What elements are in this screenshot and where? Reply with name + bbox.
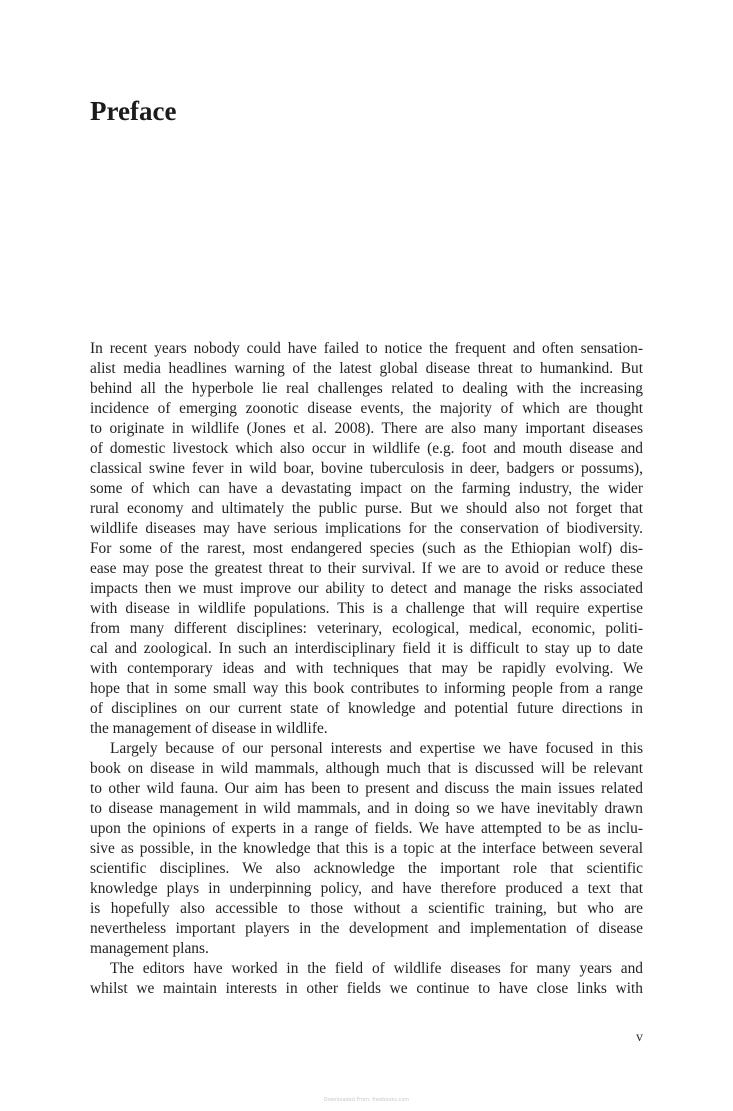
watermark-text: Downloaded From: freebooks.com — [323, 1097, 410, 1103]
paragraph — [90, 739, 643, 959]
text-line: the management of disease in wildlife. — [90, 720, 328, 737]
page-number: v — [636, 1030, 643, 1045]
text-line: alist media headlines warning of the latest global disease threat to humankind. But — [90, 360, 643, 377]
text-line: upon the opinions of experts in a range of fields. We have attempted to be as inclu- — [90, 820, 643, 837]
text-line: to disease management in wild mammals, and in doing so we have inevitably drawn — [90, 800, 643, 817]
text-line: For some of the rarest, most endangered species (such as the Ethiopian wolf) dis- — [90, 540, 643, 557]
text-line: to other wild fauna. Our aim has been to present and discuss the main issues related — [90, 780, 643, 797]
text-line: with disease in wildlife populations. This is a challenge that will require expertise — [90, 600, 643, 617]
text-line: with contemporary ideas and with techniques that may be rapidly evolving. We — [90, 660, 643, 677]
text-line: some of which can have a devastating impact on the farming industry, the wider — [90, 480, 643, 497]
text-line: Largely because of our personal interests and expertise we have focused in this — [110, 740, 643, 757]
text-line: In recent years nobody could have failed to notice the frequent and often sensation- — [90, 340, 643, 357]
text-line: wildlife diseases may have serious implications for the conservation of biodiversity. — [90, 520, 643, 537]
text-line: sive as possible, in the knowledge that this is a topic at the interface between several — [90, 840, 643, 857]
text-line: hope that in some small way this book contributes to informing people from a range — [90, 680, 643, 697]
text-line: is hopefully also accessible to those without a scientific training, but who are — [90, 900, 643, 917]
text-line: to originate in wildlife (Jones et al. 2008). There are also many important diseases — [90, 420, 643, 437]
text-line: The editors have worked in the field of wildlife diseases for many years and — [110, 960, 643, 977]
text-line: whilst we maintain interests in other fields we continue to have close links with — [90, 980, 643, 997]
text-line: impacts then we must improve our ability to detect and manage the risks associated — [90, 580, 643, 597]
text-line: knowledge plays in underpinning policy, and have therefore produced a text that — [90, 880, 643, 897]
text-line: classical swine fever in wild boar, bovine tuberculosis in deer, badgers or possums), — [90, 460, 643, 477]
body-text — [90, 339, 643, 999]
text-line: of disciplines on our current state of knowledge and potential future directions in — [90, 700, 643, 717]
chapter-heading: Preface — [90, 96, 177, 126]
text-line: cal and zoological. In such an interdisciplinary field it is difficult to stay up to date — [90, 640, 643, 657]
text-line: incidence of emerging zoonotic disease events, the majority of which are thought — [90, 400, 643, 417]
paragraph — [90, 339, 643, 739]
text-line: nevertheless important players in the development and implementation of disease — [90, 920, 643, 937]
text-line: book on disease in wild mammals, although much that is discussed will be relevant — [90, 760, 643, 777]
paragraph — [90, 959, 643, 999]
text-line: behind all the hyperbole lie real challenges related to dealing with the increasing — [90, 380, 643, 397]
text-line: management plans. — [90, 940, 209, 957]
text-line: rural economy and ultimately the public purse. But we should also not forget that — [90, 500, 643, 517]
text-line: ease may pose the greatest threat to their survival. If we are to avoid or reduce these — [90, 560, 643, 577]
text-line: scientific disciplines. We also acknowledge the important role that scientific — [90, 860, 643, 877]
text-line: from many different disciplines: veterinary, ecological, medical, economic, politi- — [90, 620, 643, 637]
text-line: of domestic livestock which also occur in wildlife (e.g. foot and mouth disease and — [90, 440, 643, 457]
